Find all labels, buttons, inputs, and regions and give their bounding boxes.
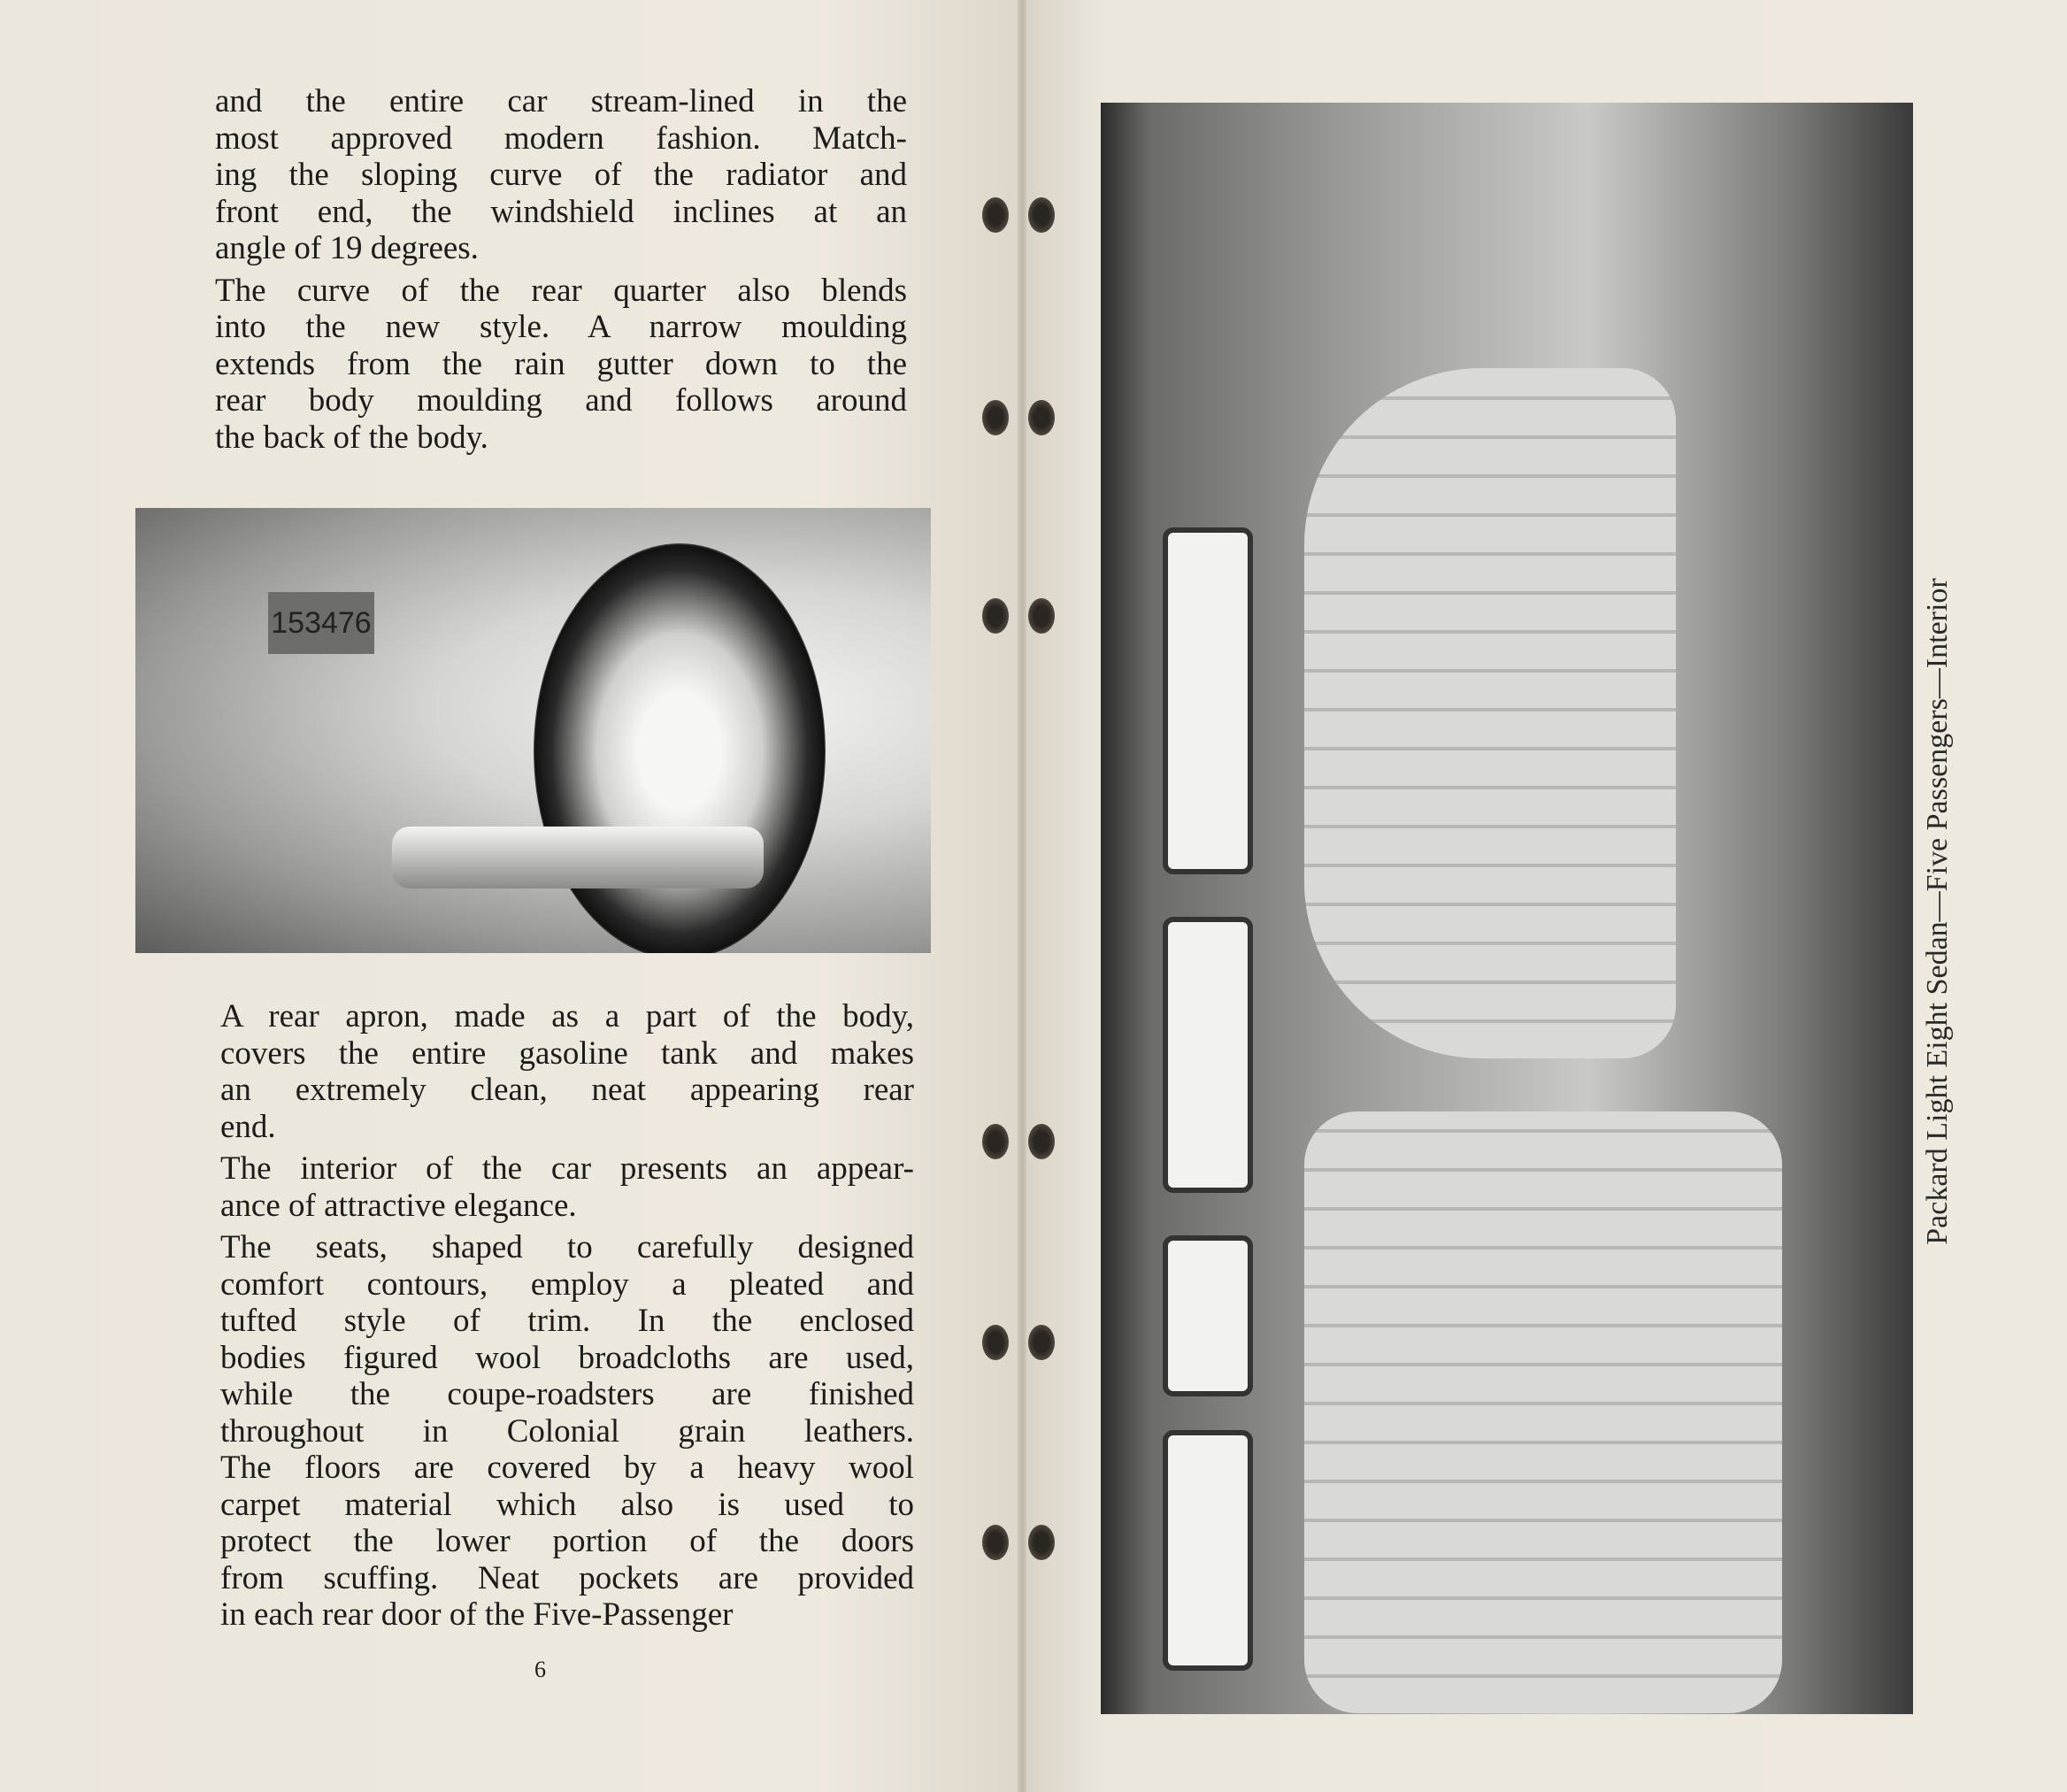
front-seat [1304,368,1676,1058]
text-line: ing the sloping curve of the radiator and [215,157,907,193]
binding-hole [982,197,1009,233]
text-line: protect the lower portion of the doors [220,1523,914,1559]
binding-hole [982,1525,1009,1560]
text-line: from scuffing. Neat pockets are provided [220,1559,914,1596]
text-line: end. [220,1108,276,1145]
text-line: throughout in Colonial grain leathers. [220,1412,914,1450]
text-line: in each rear door of the Five-Passenger [220,1596,734,1633]
text-line: The curve of the rear quarter also blends [215,272,907,309]
license-plate: 153476 [268,592,374,654]
text-block-bottom [220,998,914,1639]
text-line: rear body moulding and follows around [215,382,907,419]
binding-hole [1028,1325,1055,1360]
binding-gutter [1018,0,1026,1792]
rear-seat [1304,1111,1782,1713]
paragraph [220,998,914,1145]
paragraph [215,273,907,457]
photo-interior [1101,103,1913,1714]
text-line: The interior of the car presents an appear- [220,1150,914,1187]
binding-hole [1028,1124,1055,1159]
binding-hole [982,1325,1009,1360]
photo-rear-quarter [135,508,931,953]
paragraph [220,1150,914,1224]
binding-hole [1028,598,1055,634]
text-block-top [215,83,907,461]
text-line: tufted style of trim. In the enclosed [220,1303,914,1339]
bumper [392,827,764,888]
spare-tire [534,543,826,953]
paragraph [215,83,907,267]
text-line: the back of the body. [215,419,488,456]
text-line: carpet material which also is used to [220,1486,914,1523]
photo-caption: Packard Light Eight Sedan—Five Passengers—Interior [1921,578,1954,1245]
window [1163,527,1253,874]
binding-hole [982,1124,1009,1159]
text-line: bodies figured wool broadcloths are used, [220,1339,914,1376]
binding-hole [1028,1525,1055,1560]
text-line: most approved modern fashion. Match- [215,119,907,157]
text-line: A rear apron, made as a part of the body, [220,998,914,1034]
binding-hole [1028,400,1055,435]
text-line: into the new style. A narrow moulding [215,309,907,345]
text-line: The seats, shaped to carefully designed [220,1229,914,1265]
text-line: covers the entire gasoline tank and makes [220,1034,914,1072]
text-line: angle of 19 degrees. [215,230,479,266]
text-line: while the coupe-roadsters are finished [220,1376,914,1412]
window [1163,1235,1253,1396]
text-line: extends from the rain gutter down to the [215,345,907,382]
text-line: and the entire car stream-lined in the [215,83,907,119]
window [1163,1430,1253,1671]
text-line: an extremely clean, neat appearing rear [220,1072,914,1108]
text-line: ance of attractive elegance. [220,1187,577,1224]
paragraph [220,1229,914,1634]
window [1163,917,1253,1193]
text-line: comfort contours, employ a pleated and [220,1265,914,1303]
text-line: front end, the windshield inclines at an [215,193,907,230]
binding-hole [982,598,1009,634]
page-number: 6 [534,1657,546,1682]
text-line: The floors are covered by a heavy wool [220,1450,914,1486]
binding-hole [1028,197,1055,233]
binding-hole [982,400,1009,435]
